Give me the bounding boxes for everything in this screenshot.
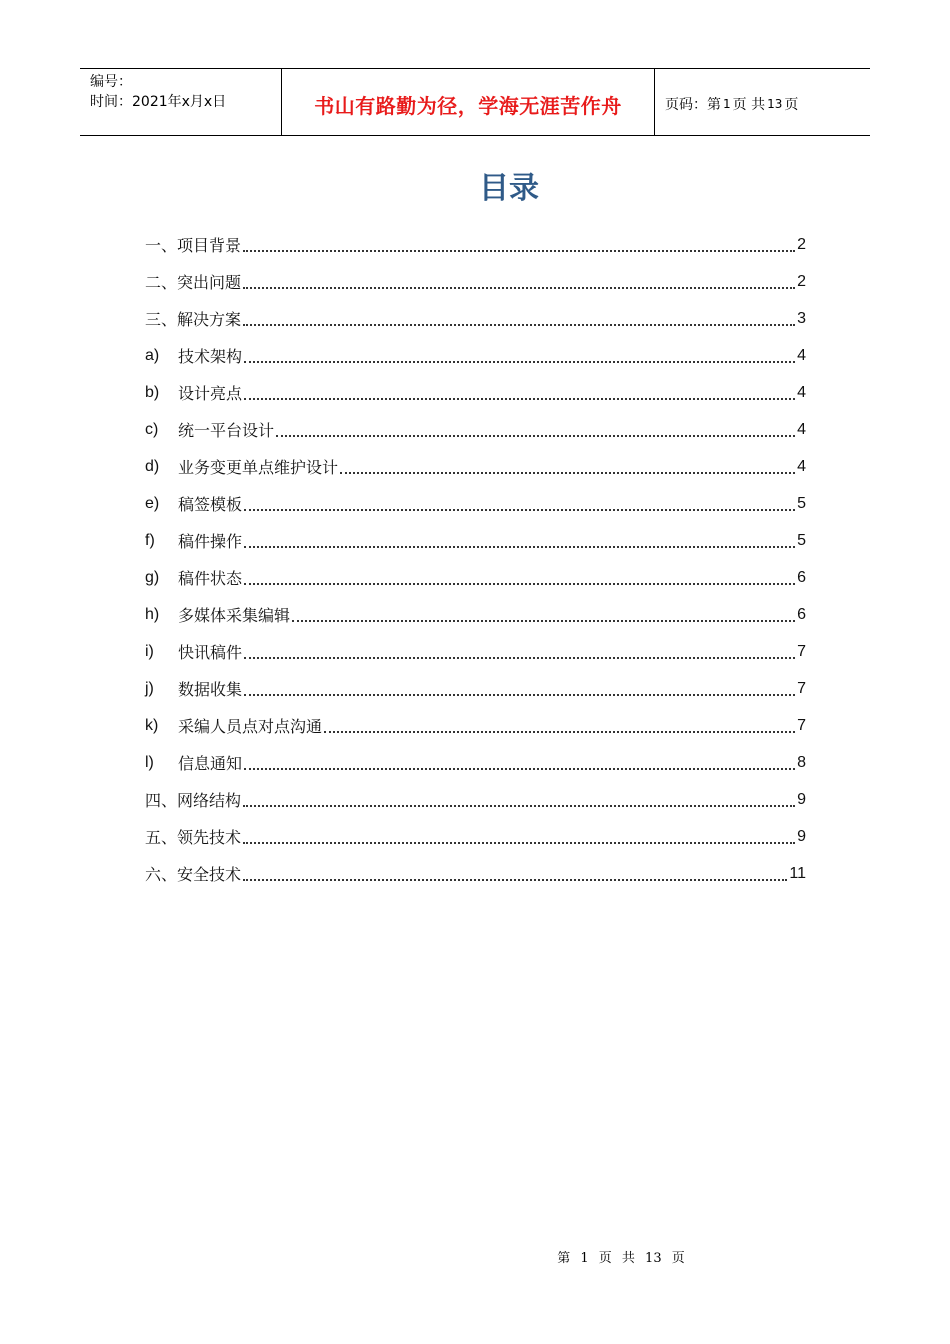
toc-entry-text: 五、领先技术 (145, 828, 242, 847)
document-number-label: 编号： (90, 74, 132, 90)
toc-dot-leader (243, 250, 795, 252)
toc-entry-page: 6 (797, 605, 806, 623)
toc-entry[interactable] (145, 670, 806, 707)
toc-entry[interactable] (145, 226, 806, 263)
toc-entry-marker: h) (145, 605, 160, 623)
toc-entry-page: 4 (797, 383, 806, 401)
toc-entry[interactable] (145, 374, 806, 411)
toc-entry[interactable] (145, 744, 806, 781)
toc-entry-page: 5 (797, 494, 806, 512)
header-meta-cell (80, 69, 282, 135)
toc-entry-page: 4 (797, 420, 806, 438)
toc-entry[interactable] (145, 337, 806, 374)
document-time-label: 时间：2021年x月x日 (90, 94, 227, 110)
toc-dot-leader (276, 435, 795, 437)
toc-entry-page: 7 (797, 716, 806, 734)
toc-dot-leader (244, 361, 795, 363)
toc-dot-leader (243, 842, 795, 844)
toc-dot-leader (243, 287, 795, 289)
toc-entry-text: 快讯稿件 (178, 643, 243, 662)
toc-entry-page: 2 (797, 272, 806, 290)
toc-dot-leader (243, 324, 795, 326)
header-motto: 书山有路勤为径，学海无涯苦作舟 (314, 93, 622, 118)
toc-entry[interactable] (145, 522, 806, 559)
toc-entry[interactable] (145, 707, 806, 744)
toc-dot-leader (244, 657, 795, 659)
toc-entry-page: 7 (797, 642, 806, 660)
toc-entry-text: 稿件操作 (178, 532, 243, 551)
page-mid: 页 共 (732, 97, 766, 113)
toc-dot-leader (243, 805, 795, 807)
toc-entry[interactable] (145, 633, 806, 670)
toc-entry-text: 业务变更单点维护设计 (178, 458, 339, 477)
toc-entry-page: 4 (797, 346, 806, 364)
toc-entry-marker: k) (145, 716, 159, 734)
toc-entry-text: 设计亮点 (178, 384, 243, 403)
toc-entry-text: 统一平台设计 (178, 421, 275, 440)
toc-entry-text: 三、解决方案 (145, 310, 242, 329)
table-of-contents (145, 226, 806, 892)
toc-entry[interactable] (145, 411, 806, 448)
toc-entry-text: 一、项目背景 (145, 236, 242, 255)
toc-entry-marker: j) (145, 679, 154, 697)
toc-entry-text: 技术架构 (178, 347, 243, 366)
toc-entry-marker: i) (145, 642, 154, 660)
toc-entry-text: 六、安全技术 (145, 865, 242, 884)
toc-entry-page: 9 (797, 790, 806, 808)
header-page-cell (655, 69, 870, 135)
toc-dot-leader (324, 731, 795, 733)
page-suffix: 页 (784, 97, 799, 113)
toc-dot-leader (340, 472, 795, 474)
toc-entry[interactable] (145, 559, 806, 596)
toc-entry-page: 3 (797, 309, 806, 327)
toc-entry[interactable] (145, 855, 806, 892)
toc-dot-leader (244, 398, 795, 400)
toc-entry-page: 8 (797, 753, 806, 771)
toc-entry-page: 7 (797, 679, 806, 697)
toc-entry[interactable] (145, 263, 806, 300)
toc-entry[interactable] (145, 485, 806, 522)
toc-entry-text: 多媒体采集编辑 (178, 606, 291, 625)
page-prefix: 页码：第 (665, 97, 721, 113)
toc-entry[interactable] (145, 448, 806, 485)
toc-entry[interactable] (145, 818, 806, 855)
toc-entry-page: 5 (797, 531, 806, 549)
toc-entry[interactable] (145, 781, 806, 818)
toc-dot-leader (244, 768, 795, 770)
toc-entry-page: 4 (797, 457, 806, 475)
toc-dot-leader (244, 583, 795, 585)
toc-entry-text: 信息通知 (178, 754, 243, 773)
header-motto-cell (282, 69, 655, 135)
toc-entry-page: 9 (797, 827, 806, 845)
toc-dot-leader (243, 879, 787, 881)
toc-entry-marker: e) (145, 494, 160, 512)
toc-entry-text: 二、突出问题 (145, 273, 242, 292)
toc-entry-marker: f) (145, 531, 155, 549)
toc-dot-leader (244, 694, 795, 696)
toc-entry-marker: b) (145, 383, 160, 401)
toc-title: 目录 (479, 171, 539, 206)
toc-dot-leader (244, 546, 795, 548)
toc-entry-text: 数据收集 (178, 680, 243, 699)
toc-entry-marker: g) (145, 568, 160, 586)
toc-entry-page: 6 (797, 568, 806, 586)
toc-entry[interactable] (145, 596, 806, 633)
toc-entry-text: 四、网络结构 (145, 791, 242, 810)
page-footer: 第 1 页 共 13 页 (557, 1251, 685, 1266)
toc-entry-page: 11 (789, 864, 806, 882)
toc-entry-text: 稿件状态 (178, 569, 243, 588)
toc-entry-marker: l) (145, 753, 154, 771)
toc-entry-marker: c) (145, 420, 159, 438)
toc-entry-text: 稿签模板 (178, 495, 243, 514)
toc-entry-marker: d) (145, 457, 160, 475)
toc-entry[interactable] (145, 300, 806, 337)
page-current: 1 (723, 97, 731, 111)
page-header-table (80, 68, 870, 136)
toc-dot-leader (244, 509, 795, 511)
page-total: 13 (767, 97, 783, 111)
toc-entry-marker: a) (145, 346, 160, 364)
toc-entry-page: 2 (797, 235, 806, 253)
toc-entry-text: 采编人员点对点沟通 (178, 717, 323, 736)
toc-dot-leader (292, 620, 795, 622)
